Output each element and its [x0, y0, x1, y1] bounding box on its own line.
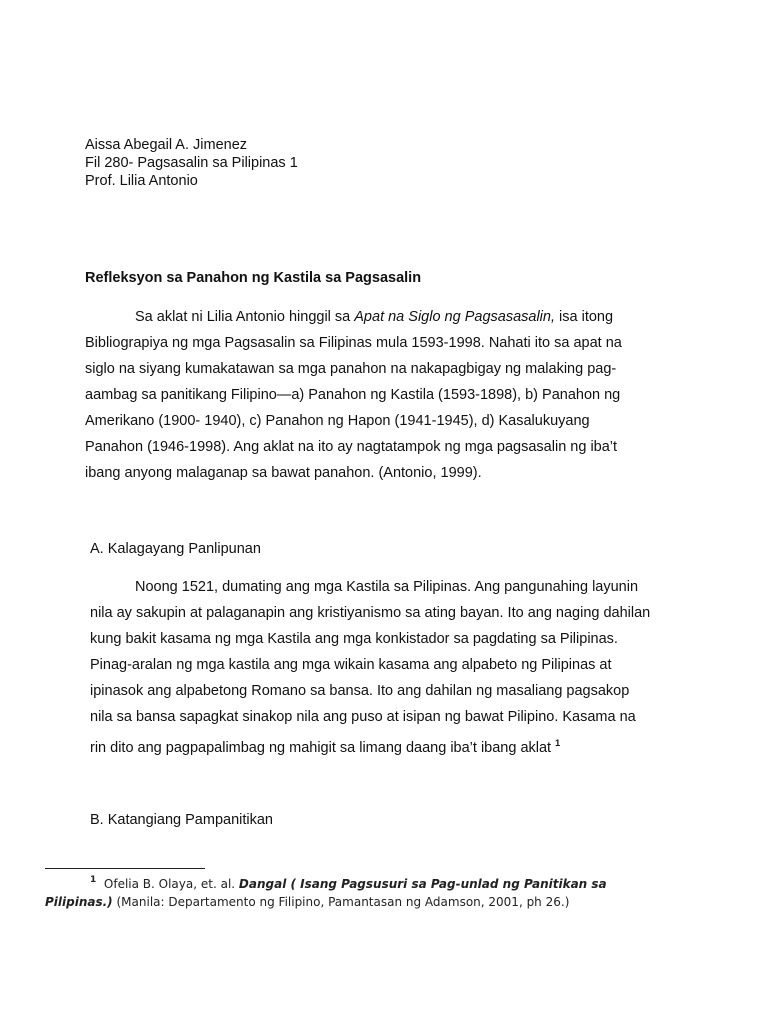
intro-line-6: Panahon (1946-1998). Ang aklat na ito ay nagtatampok ng mga pagsasalin ng iba’t [85, 439, 618, 455]
author-name: Aissa Abegail A. Jimenez [85, 137, 248, 153]
section-a-line-6: nila sa bansa sapagkat sinakop nila ang puso at isipan ng bawat Pilipino. Kasama na [90, 709, 636, 725]
section-b-heading: B. Katangiang Pampanitikan [90, 812, 273, 828]
footnote [45, 871, 685, 911]
footnote-line-2 [45, 893, 685, 911]
intro-line-2: Bibliograpiya ng mga Pagsasalin sa Filipinas mula 1593-1998. Nahati ito sa apat na [85, 335, 622, 351]
intro-line-1: Sa aklat ni Lilia Antonio hinggil sa Apat na Siglo ng Pagsasasalin, isa itong [135, 309, 614, 325]
footnote-publication: (Manila: Departamento ng Filipino, Pamantasan ng Adamson, 2001, ph 26.) [116, 895, 570, 909]
section-a-line-7: rin dito ang pagpapalimbag ng mahigit sa limang daang iba’t ibang aklat $^1$ [90, 738, 561, 756]
section-a-paragraph [90, 574, 650, 761]
intro-line-4: aambag sa panitikang Filipino—a) Panahon ng Kastila (1593-1898), b) Panahon ng [85, 387, 621, 403]
footnote-title-part-2: Pilipinas.) [45, 895, 113, 909]
section-a-line-2: nila ay sakupin at palaganapin ang kristiyanismo sa ating bayan. Ito ang naging dahilan [90, 605, 651, 621]
footnote-mark: 1 [90, 875, 97, 885]
footnote-separator [45, 868, 205, 869]
intro-line-7: ibang anyong malaganap sa bawat panahon. (Antonio, 1999). [85, 465, 482, 481]
intro-line-3: siglo na siyang kumakatawan sa mga panahon na nakapagbigay ng malaking pag- [85, 361, 617, 377]
document-title: Refleksyon sa Panahon ng Kastila sa Pagsasalin [85, 270, 422, 286]
section-a-line-5: ipinasok ang alpabetong Romano sa bansa. Ito ang dahilan ng masaliang pagsakop [90, 683, 630, 699]
footnote-title-part-1: Dangal ( Isang Pagsusuri sa Pag-unlad ng Panitikan sa [238, 877, 607, 891]
intro-paragraph [85, 304, 622, 486]
footnote-line-1 [45, 871, 685, 893]
section-a-line-4: Pinag-aralan ng mga kastila ang mga wikain kasama ang alpabeto ng Pilipinas at [90, 657, 612, 673]
section-a-line-3: kung bakit kasama ng mga Kastila ang mga konkistador sa pagdating sa Pilipinas. [90, 631, 618, 647]
section-a-heading: A. Kalagayang Panlipunan [90, 541, 261, 557]
footnote-authors: Ofelia B. Olaya, et. al. [103, 877, 236, 891]
course-name: Fil 280- Pagsasalin sa Pilipinas 1 [85, 155, 298, 171]
intro-line-5: Amerikano (1900- 1940), c) Panahon ng Hapon (1941-1945), d) Kasalukuyang [85, 413, 590, 429]
professor-name: Prof. Lilia Antonio [85, 173, 198, 189]
section-a-line-1: Noong 1521, dumating ang mga Kastila sa Pilipinas. Ang pangunahing layunin [135, 579, 639, 595]
book-title: Apat na Siglo ng Pagsasasalin, [354, 309, 555, 325]
footnote-reference[interactable]: 1 [555, 738, 561, 748]
